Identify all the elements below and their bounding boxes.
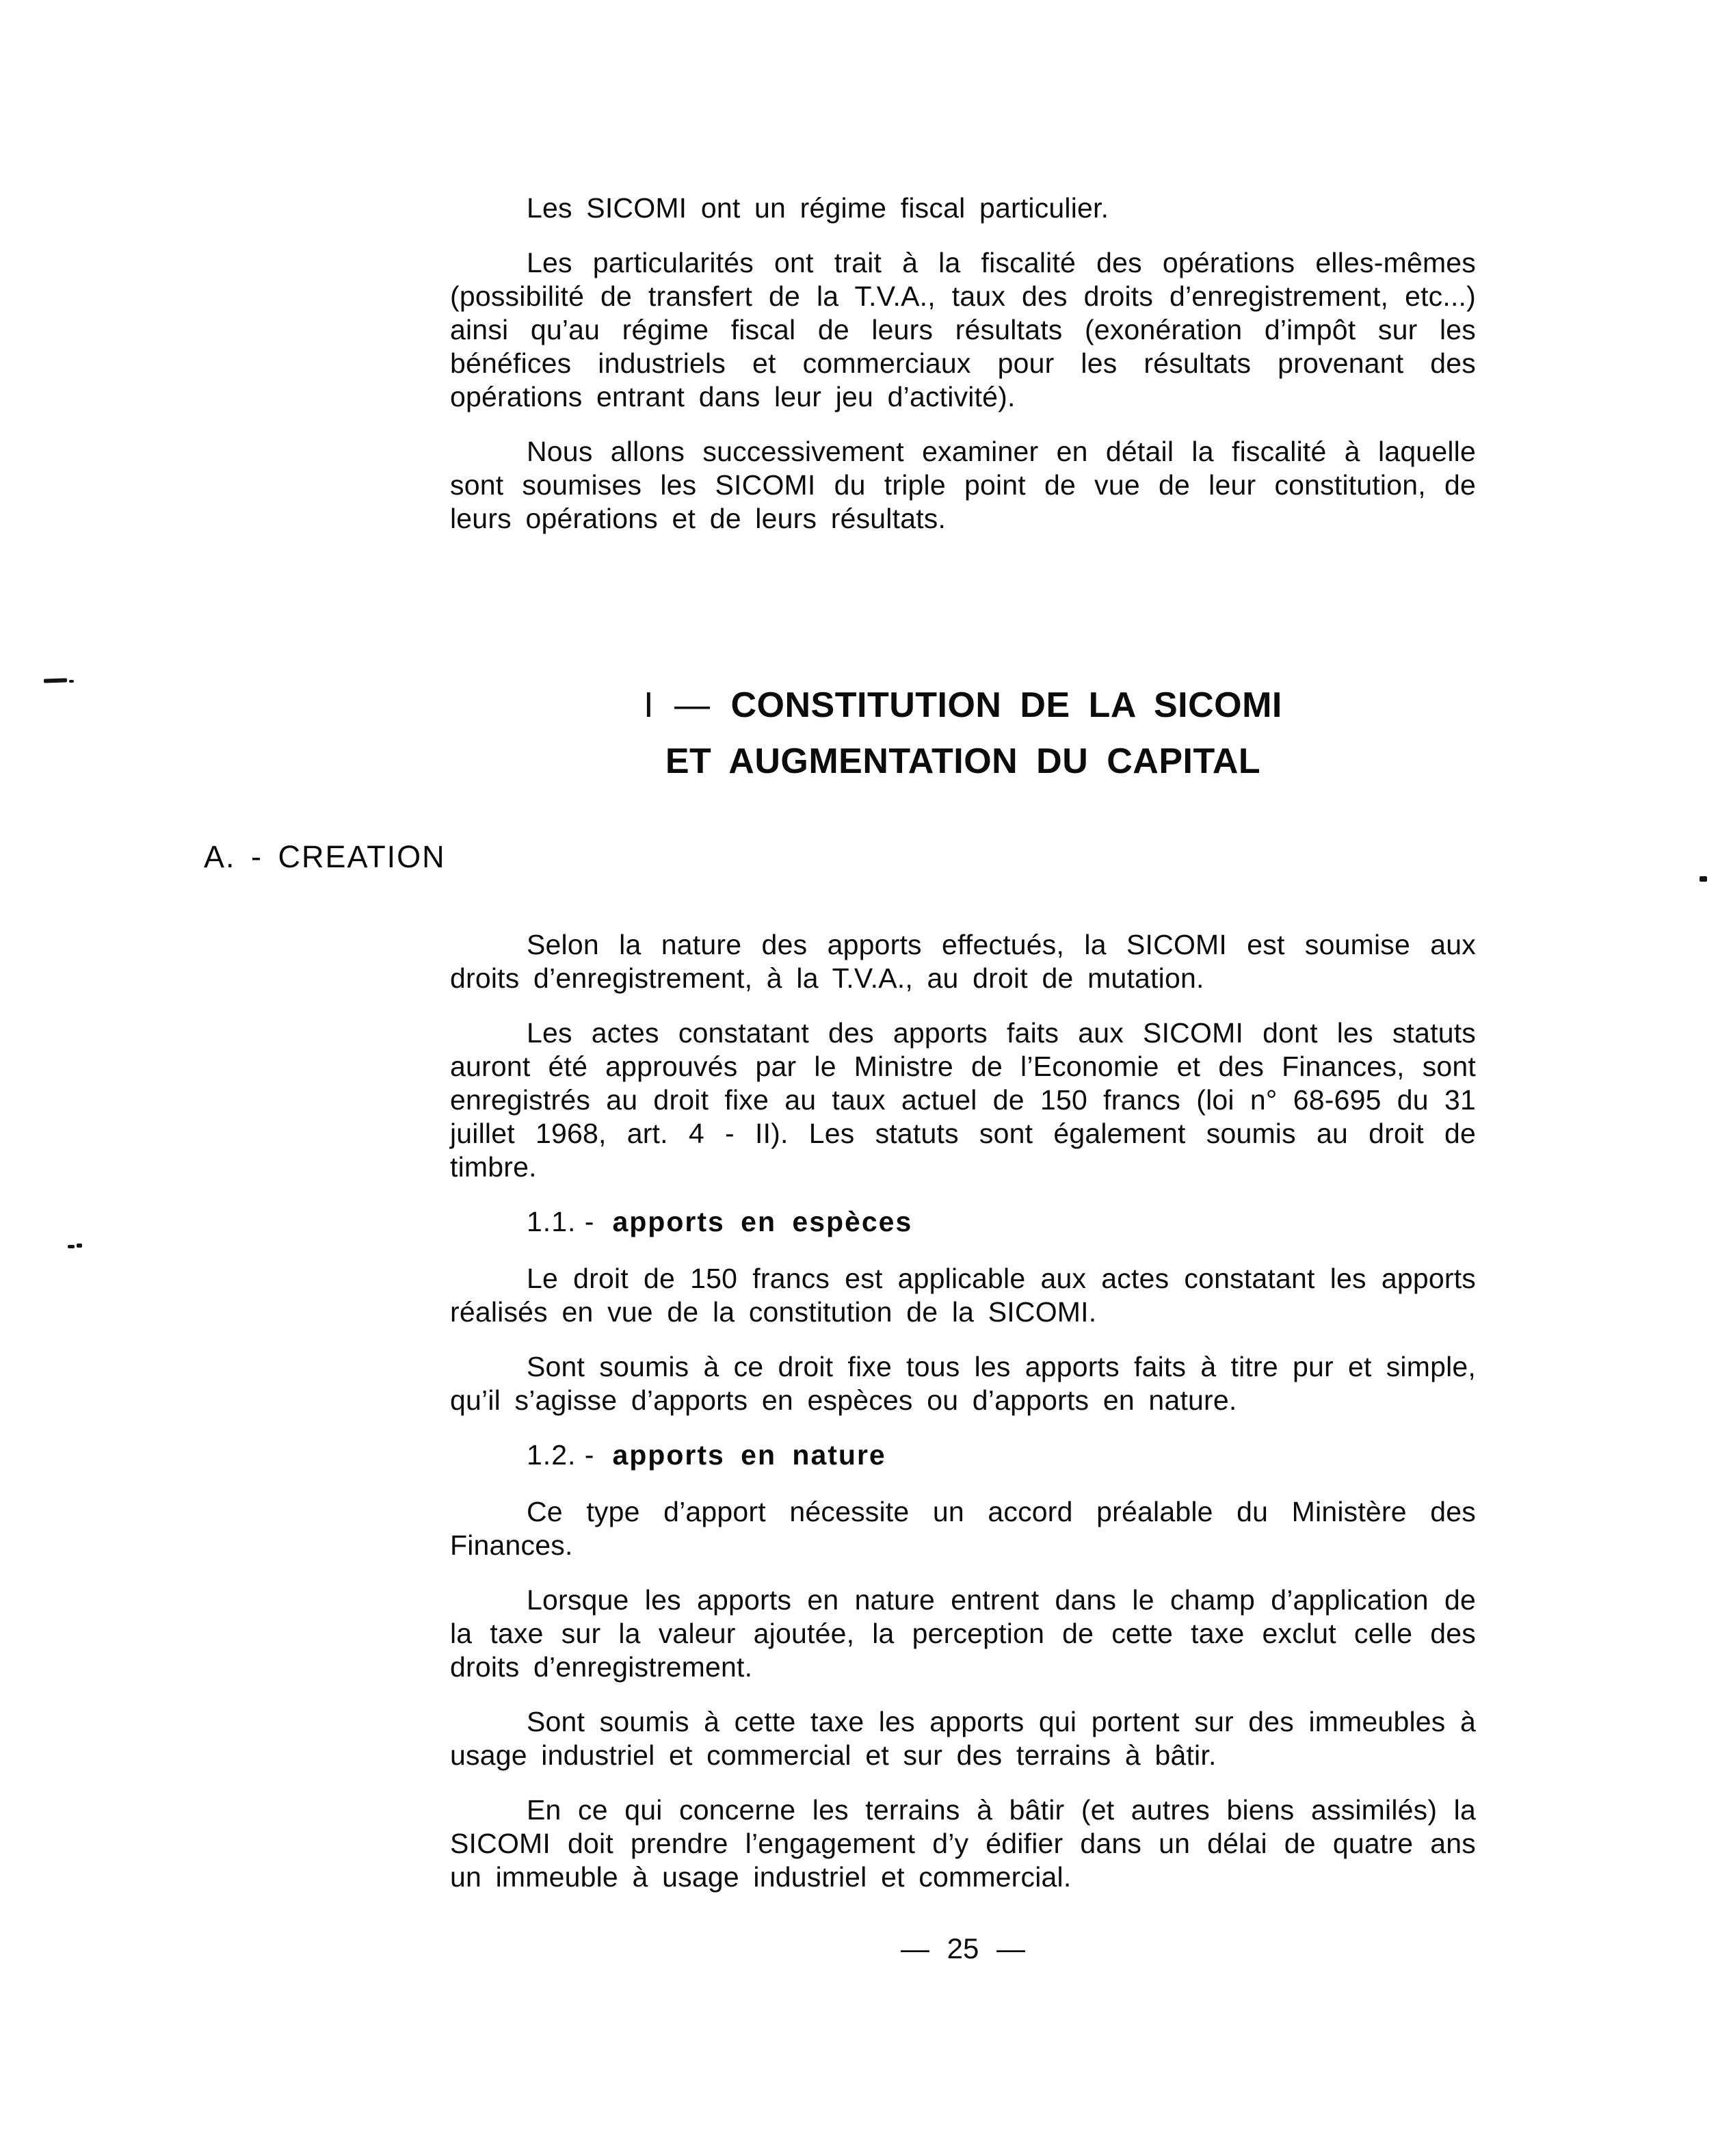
paragraph: En ce qui concerne les terrains à bâtir (et autres biens assimilés) la SICOMI doit prendre l’engagement d’y édifier dans un délai de quatre ans un immeuble à usage industriel et commercial.: [450, 1794, 1476, 1893]
subsection-number: 1.1. -: [527, 1206, 595, 1237]
subsection-heading-1-1: [450, 1205, 1476, 1239]
chapter-heading: [450, 677, 1476, 789]
scan-artifact: [1700, 876, 1707, 882]
paragraph: Lorsque les apports en nature entrent dans le champ d’application de la taxe sur la valeur ajoutée, la perception de cette taxe exclut celle des droits d’enregistrement.: [450, 1584, 1476, 1683]
scan-artifact: [77, 1244, 82, 1248]
chapter-title-line1: CONSTITUTION DE LA SICOMI: [730, 685, 1282, 725]
paragraph: Ce type d’apport nécessite un accord préalable du Ministère des Finances.: [450, 1496, 1476, 1561]
paragraph: Sont soumis à cette taxe les apports qui portent sur des immeubles à usage industriel et commercial et sur des terrains à bâtir.: [450, 1706, 1476, 1771]
chapter-title-line2: ET AUGMENTATION DU CAPITAL: [665, 741, 1261, 781]
chapter-numeral: I —: [644, 685, 731, 725]
section-a-label: A. - CREATION: [204, 839, 446, 874]
scan-artifact: [69, 680, 74, 683]
scan-artifact: [44, 678, 67, 683]
paragraph: Les particularités ont trait à la fiscalité des opérations elles-mêmes (possibilité de transfert de la T.V.A., taux des droits d’enregistrement, etc...) ainsi qu’au régime fiscal de leurs résultats (exonération d’impôt sur les bénéfices industriels et commerciaux pour les résultats provenant des opérations entrant dans leur jeu d’activité).: [450, 247, 1476, 412]
page-number: — 25 —: [900, 1932, 1026, 1964]
paragraph: Les actes constatant des apports faits aux SICOMI dont les statuts auront été approuvés par le Ministre de l’Economie et des Finances, sont enregistrés au droit fixe au taux actuel de 150 francs (loi n° 68-695 du 31 juillet 1968, art. 4 - II). Les statuts sont également soumis au droit de timbre.: [450, 1017, 1476, 1183]
subsection-title: apports en espèces: [612, 1206, 913, 1237]
paragraph: Nous allons successivement examiner en détail la fiscalité à laquelle sont soumises les SICOMI du triple point de vue de leur constitution, de leurs opérations et de leurs résultats.: [450, 436, 1476, 534]
chapter-heading-line1: [450, 677, 1476, 733]
paragraph: Selon la nature des apports effectués, la SICOMI est soumise aux droits d’enregistrement, à la T.V.A., au droit de mutation.: [450, 929, 1476, 994]
subsection-heading-1-2: [450, 1438, 1476, 1472]
paragraph: Les SICOMI ont un régime fiscal particulier.: [527, 192, 1109, 224]
subsection-title: apports en nature: [612, 1439, 886, 1471]
paragraph: Le droit de 150 francs est applicable aux actes constatant les apports réalisés en vue de la constitution de la SICOMI.: [450, 1263, 1476, 1328]
text-column: [204, 192, 1476, 1965]
paragraph: Sont soumis à ce droit fixe tous les apports faits à titre pur et simple, qu’il s’agisse d’apports en espèces ou d’apports en nature.: [450, 1351, 1476, 1416]
scan-artifact: [68, 1245, 75, 1248]
subsection-number: 1.2. -: [527, 1439, 595, 1471]
